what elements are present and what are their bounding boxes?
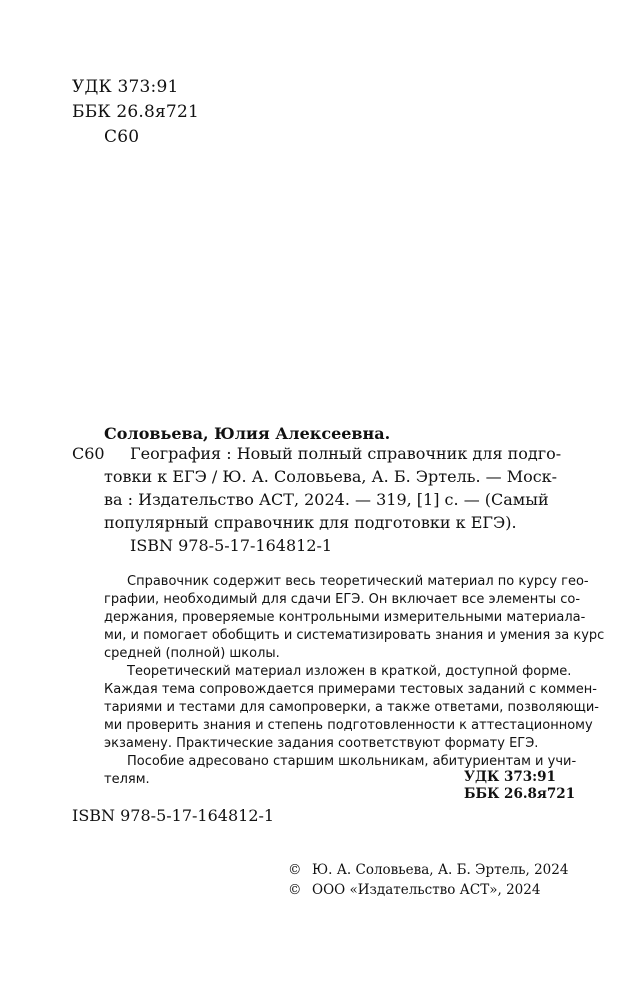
annotation-line: графии, необходимый для сдачи ЕГЭ. Он включает все элементы со- xyxy=(104,592,581,607)
annotation-line: тариями и тестами для самопроверки, а также ответами, позволяющи- xyxy=(104,700,599,715)
bottom-bbk: ББК 26.8я721 xyxy=(464,786,576,802)
bottom-udk: УДК 373:91 xyxy=(464,769,556,785)
annotation-line: экзамену. Практические задания соответствуют формату ЕГЭ. xyxy=(104,736,539,751)
top-author-sign: С60 xyxy=(104,127,140,147)
copyright-icon: © xyxy=(288,882,302,898)
card-author-sign: С60 xyxy=(72,444,105,463)
annotation-line: ми проверить знания и степень подготовленности к аттестационному xyxy=(104,718,593,733)
card-author: Соловьева, Юлия Алексеевна. xyxy=(104,424,391,443)
copyright-authors xyxy=(288,862,568,878)
isbn-bottom: ISBN 978-5-17-164812-1 xyxy=(72,806,275,825)
copyright-authors-text: Ю. А. Соловьева, А. Б. Эртель, 2024 xyxy=(312,862,569,878)
annotation-line: Справочник содержит весь теоретический материал по курсу гео- xyxy=(127,574,589,589)
card-line-1: География : Новый полный справочник для подго- xyxy=(130,444,562,463)
card-line-4: популярный справочник для подготовки к ЕГЭ). xyxy=(104,513,517,532)
card-isbn: ISBN 978-5-17-164812-1 xyxy=(130,536,333,555)
top-udk: УДК 373:91 xyxy=(72,77,179,97)
annotation-line: держания, проверяемые контрольными измерительными материала- xyxy=(104,610,586,625)
annotation-line: ми, и помогает обобщить и систематизировать знания и умения за курс xyxy=(104,628,605,643)
annotation-line: Пособие адресовано старшим школьникам, абитуриентам и учи- xyxy=(127,754,577,769)
card-line-2: товки к ЕГЭ / Ю. А. Соловьева, А. Б. Эртель. — Моск- xyxy=(104,467,558,486)
copyright-publisher xyxy=(288,882,540,898)
annotation-line: средней (полной) школы. xyxy=(104,646,280,661)
top-bbk: ББК 26.8я721 xyxy=(72,102,199,122)
annotation-line: телям. xyxy=(104,772,150,787)
annotation-line: Теоретический материал изложен в краткой, доступной форме. xyxy=(127,664,572,679)
copyright-publisher-text: ООО «Издательство АСТ», 2024 xyxy=(312,882,541,898)
annotation-line: Каждая тема сопровождается примерами тестовых заданий с коммен- xyxy=(104,682,597,697)
copyright-icon: © xyxy=(288,862,302,878)
card-line-3: ва : Издательство АСТ, 2024. — 319, [1] с. — (Самый xyxy=(104,490,549,509)
